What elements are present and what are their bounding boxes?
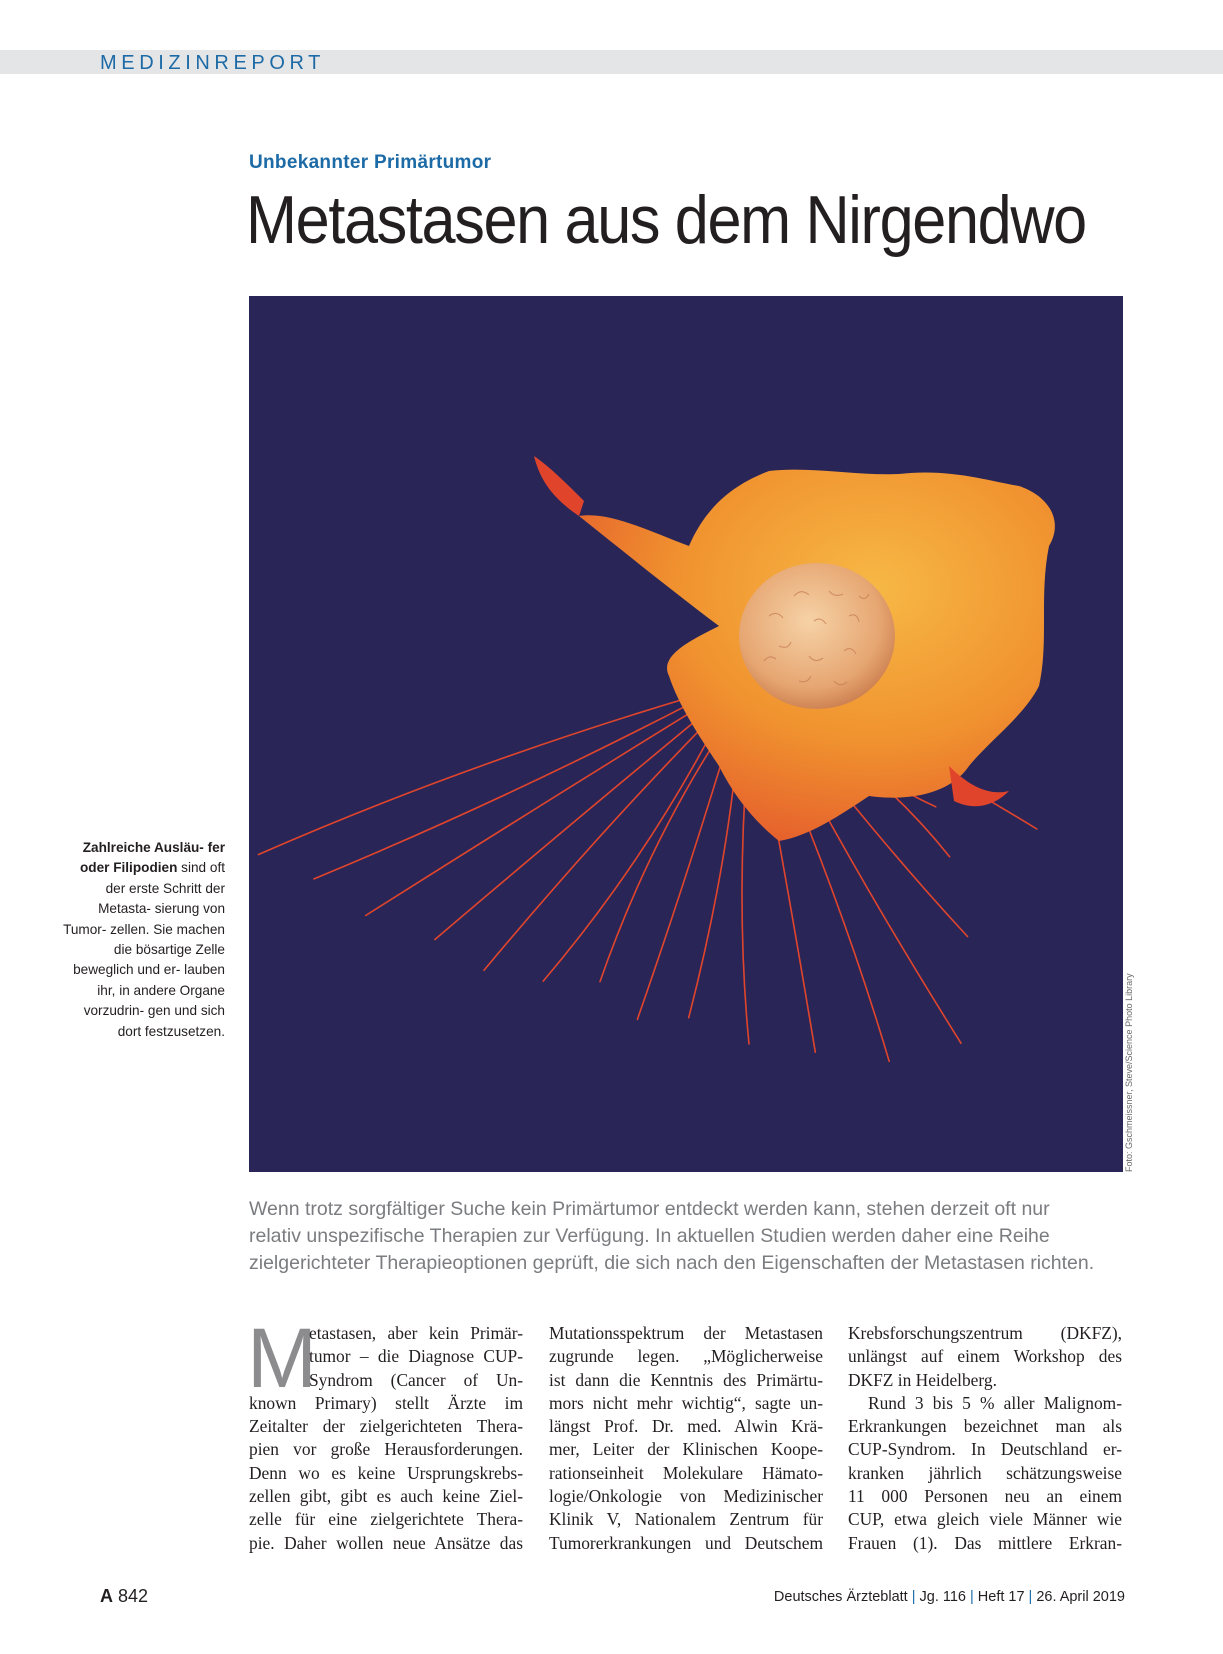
caption-text: sind oft der erste Schritt der Metasta- sierung von Tumor- zellen. Sie machen die bösartige Zelle beweglich und er- lauben ihr, in andere Organe vorzudrin- gen und sich dort festzusetzen. <box>63 860 225 1039</box>
body-line: tumor – die Diagnose CUP- <box>309 1346 523 1367</box>
body-line: Krebsforschungszentrum (DKFZ), <box>848 1323 1122 1343</box>
caption-bold: Zahlreiche Ausläu- fer oder Filipodien <box>79 840 225 876</box>
body-column-2 <box>549 1322 823 1555</box>
body-line: rationseinheit Molekulare Hämato- <box>549 1462 823 1483</box>
body-line: mer, Leiter der Klinischen Koope- <box>549 1439 823 1460</box>
body-line: längst Prof. Dr. med. Alwin Krä- <box>549 1416 823 1437</box>
body-line: known Primary) stellt Ärzte im <box>249 1392 523 1413</box>
body-line: Syndrom (Cancer of Un- <box>309 1369 523 1390</box>
lead-line: zielgerichteter Therapieoptionen geprüft, die sich nach den Eigenschaften der Metastasen richten. <box>249 1252 1095 1274</box>
body-line: Denn wo es keine Ursprungskrebs- <box>249 1462 523 1483</box>
body-line: CUP, etwa gleich viele Männer wie <box>848 1509 1122 1530</box>
lead-line: Wenn trotz sorgfältiger Suche kein Primärtumor entdeckt werden kann, stehen derzeit oft nur <box>249 1198 1050 1220</box>
body-line: unlängst auf einem Workshop des <box>848 1346 1122 1367</box>
page-prefix: A <box>100 1586 113 1606</box>
body-line: pien vor große Herausforderungen. <box>249 1439 523 1460</box>
body-line: kranken jährlich schätzungsweise <box>848 1462 1122 1483</box>
section-label: MEDIZINREPORT <box>100 52 325 74</box>
body-line: etastasen, aber kein Primär- <box>309 1323 523 1343</box>
article-lead <box>249 1196 1129 1277</box>
body-line: CUP-Syndrom. In Deutschland er- <box>848 1439 1122 1460</box>
body-line: Tumorerkrankungen und Deutschem <box>549 1532 823 1553</box>
journal-volume: Jg. 116 <box>919 1589 966 1605</box>
body-line: Rund 3 bis 5 % aller Malignom- <box>868 1392 1122 1413</box>
footer-separator: | <box>911 1589 916 1605</box>
body-line: pie. Daher wollen neue Ansätze das <box>249 1532 523 1553</box>
cancer-cell-image <box>249 296 1123 1172</box>
image-caption <box>60 838 225 1042</box>
body-line: Erkrankungen bezeichnet man als <box>848 1416 1122 1437</box>
body-line: zellen gibt, gibt es auch keine Ziel- <box>249 1486 523 1507</box>
article-headline: Metastasen aus dem Nirgendwo <box>246 182 1086 258</box>
photo-credit: Foto: Gschmeissner, Steve/Science Photo Library <box>1124 973 1134 1172</box>
body-line: zelle für eine zielgerichtete Thera- <box>249 1509 523 1530</box>
journal-issue: Heft 17 <box>977 1589 1025 1605</box>
body-column-1 <box>249 1322 523 1555</box>
body-line: ist dann die Kenntnis des Primärtu- <box>549 1369 823 1390</box>
page-number-value: 842 <box>118 1586 149 1606</box>
body-line: Frauen (1). Das mittlere Erkran- <box>848 1532 1122 1553</box>
body-column-3 <box>848 1322 1122 1555</box>
drop-cap: M <box>247 1311 317 1405</box>
journal-name: Deutsches Ärzteblatt <box>773 1589 908 1605</box>
footer-separator: | <box>1028 1589 1033 1605</box>
body-line: DKFZ in Heidelberg. <box>848 1369 997 1390</box>
body-line: logie/Onkologie von Medizinischer <box>549 1486 823 1507</box>
body-line: mors nicht mehr wichtig“, sagte un- <box>549 1392 823 1413</box>
body-line: Zeitalter der zielgerichteten Thera- <box>249 1416 523 1437</box>
body-line: 11 000 Personen neu an einem <box>848 1486 1122 1507</box>
body-line: Mutationsspektrum der Metastasen <box>549 1323 823 1343</box>
footer-separator: | <box>970 1589 974 1605</box>
article-kicker: Unbekannter Primärtumor <box>249 152 492 173</box>
body-line: zugrunde legen. „Möglicherweise <box>549 1346 823 1367</box>
lead-line: relativ unspezifische Therapien zur Verfügung. In aktuellen Studien werden daher eine Reihe <box>249 1225 1050 1247</box>
journal-date: 26. April 2019 <box>1036 1589 1125 1605</box>
journal-footer <box>774 1589 1125 1605</box>
page-number <box>100 1586 148 1607</box>
body-line: Klinik V, Nationalem Zentrum für <box>549 1509 823 1530</box>
